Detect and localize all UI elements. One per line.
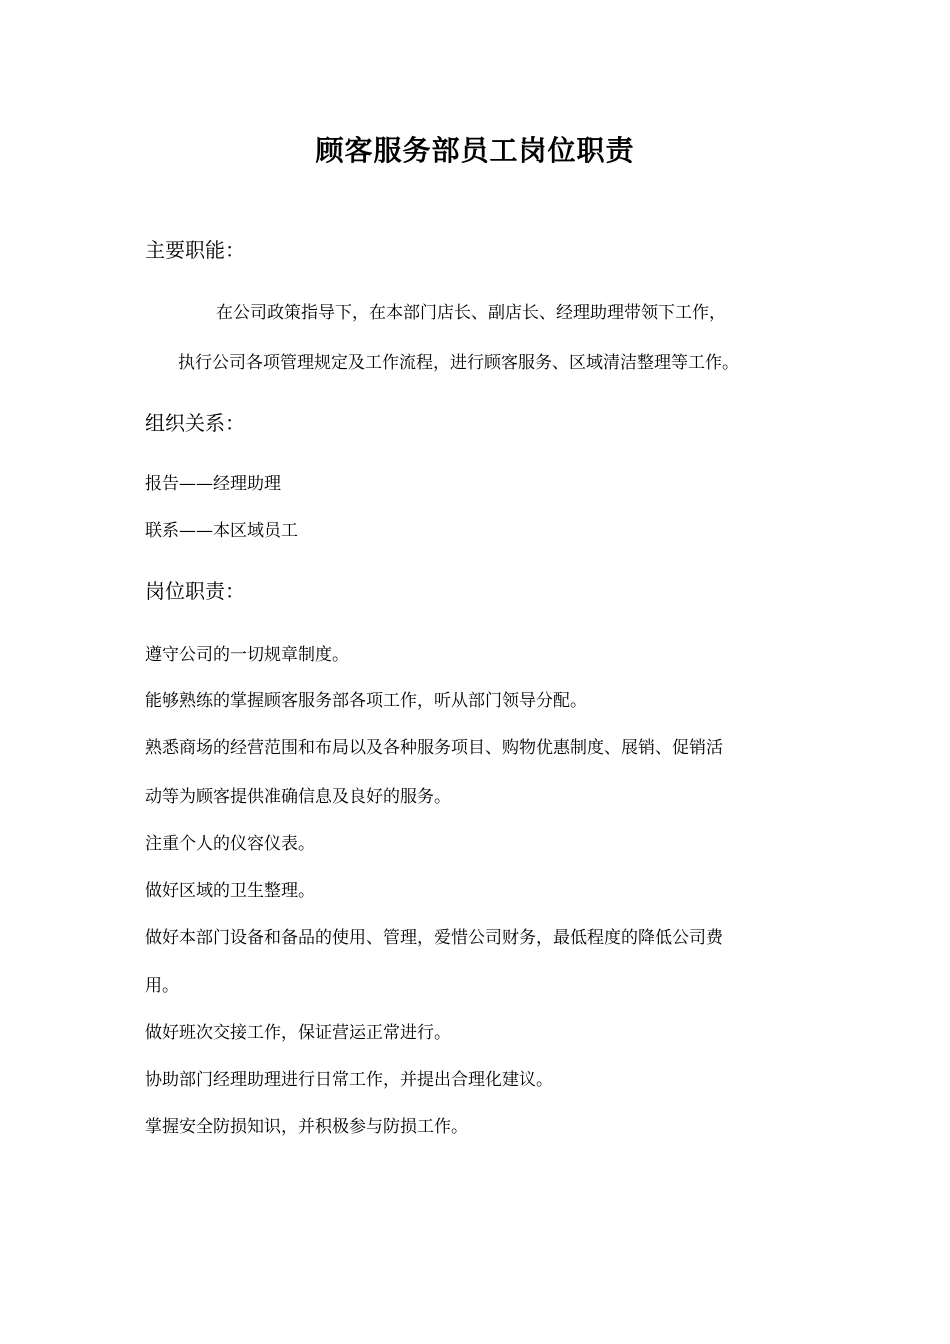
duty-line: 能够熟练的掌握顾客服务部各项工作，听从部门领导分配。	[145, 691, 587, 711]
organization-item-contact: 联系——本区域员工	[145, 521, 298, 541]
duty-line: 做好本部门设备和备品的使用、管理，爱惜公司财务，最低程度的降低公司费	[145, 928, 723, 948]
duty-line: 协助部门经理助理进行日常工作，并提出合理化建议。	[145, 1070, 553, 1090]
main-function-heading: 主要职能：	[145, 238, 245, 262]
duty-line: 遵守公司的一切规章制度。	[145, 645, 349, 665]
main-function-line: 在公司政策指导下，在本部门店长、副店长、经理助理带领下工作，	[216, 303, 726, 323]
duties-heading: 岗位职责：	[145, 579, 245, 603]
duty-line: 掌握安全防损知识，并积极参与防损工作。	[145, 1117, 468, 1137]
duty-line: 动等为顾客提供准确信息及良好的服务。	[145, 787, 451, 807]
duty-line: 熟悉商场的经营范围和布局以及各种服务项目、购物优惠制度、展销、促销活	[145, 738, 723, 758]
organization-heading: 组织关系：	[145, 411, 245, 435]
document-title: 顾客服务部员工岗位职责	[315, 134, 635, 167]
duty-line: 用。	[145, 976, 179, 996]
organization-item-report: 报告——经理助理	[145, 474, 281, 494]
duty-line: 做好班次交接工作，保证营运正常进行。	[145, 1023, 451, 1043]
duty-line: 做好区域的卫生整理。	[145, 881, 315, 901]
duty-line: 注重个人的仪容仪表。	[145, 834, 315, 854]
main-function-line: 执行公司各项管理规定及工作流程，进行顾客服务、区域清洁整理等工作。	[178, 353, 739, 373]
